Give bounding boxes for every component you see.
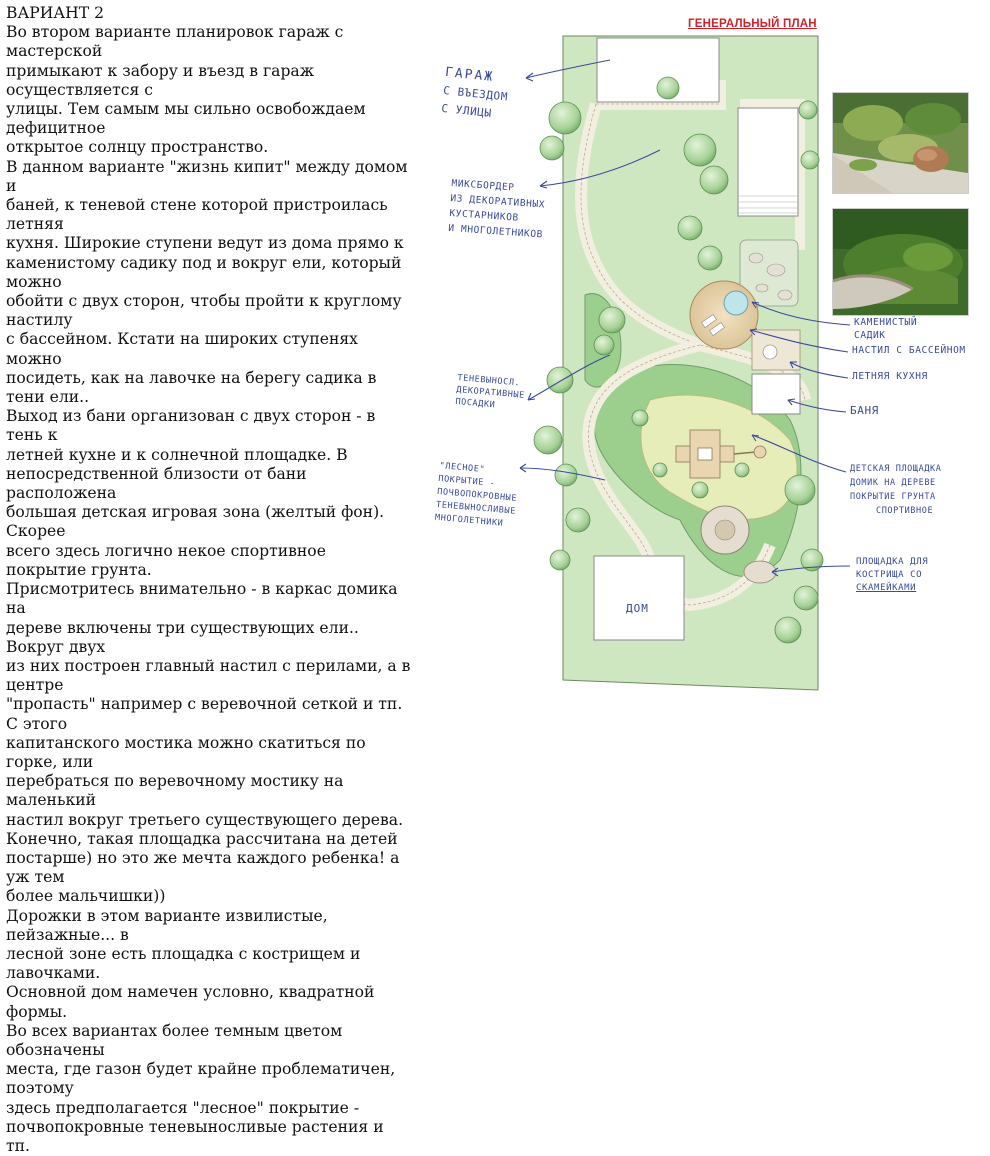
pool xyxy=(724,291,748,315)
description-line: открытое солнцу пространство. xyxy=(6,138,269,157)
description-line: почвопокровные теневыносливые растения и тп. xyxy=(6,1117,384,1155)
description-line: Дорожки в этом варианте извилистые, пейзажные... в xyxy=(6,906,328,944)
photo-conifer-garden xyxy=(832,208,969,316)
description-line: капитанского мостика можно скатиться по горке, или xyxy=(6,733,366,771)
round-deck xyxy=(690,281,758,349)
description-line: посидеть, как на лавочке на берегу садика в тени ели.. xyxy=(6,368,377,407)
description-line: всего здесь логично некое спортивное покрытие грунта. xyxy=(6,541,326,579)
stairs-block xyxy=(738,108,798,216)
description-line: каменистому садику под и вокруг ели, который можно xyxy=(6,253,402,291)
description-line: лесной зоне есть площадка с кострищем и лавочками. xyxy=(6,944,361,983)
note-forest-cover: "ЛЕСНОЕ" ПОКРЫТИЕ - ПОЧВОПОКРОВНЫЕ ТЕНЕВЫНОСЛИВЫЕ МНОГОЛЕТНИКИ xyxy=(434,460,518,529)
note-deck-pool: НАСТИЛ С БАССЕЙНОМ xyxy=(852,345,966,356)
photo-rock-garden xyxy=(832,92,969,194)
description-line: В данном варианте "жизнь кипит" между домом и xyxy=(6,157,408,195)
description-line: примыкают к забору и въезд в гараж осуществляется с xyxy=(6,61,315,99)
house-label: ДОМ xyxy=(626,602,649,615)
description-line: обойти с двух сторон, чтобы пройти к круглому настилу xyxy=(6,292,402,330)
note-mixborder: МИКСБОРДЕР ИЗ ДЕКОРАТИВНЫХ КУСТАРНИКОВ И МНОГОЛЕТНИКОВ xyxy=(447,177,546,241)
description-line: улицы. Тем самым мы сильно освобождаем дефицитное xyxy=(6,100,366,138)
description-line: непосредственной близости от бани расположена xyxy=(6,464,307,503)
variant-heading: ВАРИАНТ 2 xyxy=(6,4,105,22)
bathhouse xyxy=(752,374,800,414)
description-line: дереве включены три существующих ели.. Вокруг двух xyxy=(6,618,359,656)
kitchen-table xyxy=(763,345,777,359)
description-line: Конечно, такая площадка рассчитана на детей xyxy=(6,829,398,848)
plan-title: ГЕНЕРАЛЬНЫЙ ПЛАН xyxy=(688,18,817,30)
note-shade-plantings: ТЕНЕВЫНОСЛ. ДЕКОРАТИВНЫЕ ПОСАДКИ xyxy=(454,372,526,411)
note-firepit: ПЛОЩАДКА ДЛЯ КОСТРИЩА СО СКАМЕЙКАМИ xyxy=(856,557,929,593)
description-line: кухня. Широкие ступени ведут из дома прямо к xyxy=(6,234,404,253)
description-line: перебраться по веревочному мостику на маленький xyxy=(6,772,344,810)
description-line: Во втором варианте планировок гараж с мастерской xyxy=(6,23,344,61)
description-line: постарше) но это же мечта каждого ребенка! а уж тем xyxy=(6,848,400,887)
description-line: "пропасть" например с веревочной сеткой и тп. С этого xyxy=(6,695,403,733)
description-line: места, где газон будет крайне проблематичен, поэтому xyxy=(6,1060,396,1098)
description-line: большая детская игровая зона (желтый фон). Скорее xyxy=(6,503,385,541)
note-summer-kitchen: ЛЕТНЯЯ КУХНЯ xyxy=(852,371,928,382)
description-line: Основной дом намечен условно, квадратной формы. xyxy=(6,983,375,1021)
note-bathhouse: БАНЯ xyxy=(850,404,879,417)
description-line: летней кухне и к солнечной площадке. В xyxy=(6,445,348,464)
main-house xyxy=(594,556,684,640)
description-line: здесь предполагается "лесное" покрытие - xyxy=(6,1098,360,1117)
description-line: Присмотритесь внимательно - в каркас домика на xyxy=(6,580,398,618)
description-line: с бассейном. Кстати на широких ступенях можно xyxy=(6,330,358,368)
description-line: Во всех вариантах более темным цветом обозначены xyxy=(6,1021,343,1059)
note-rock-garden: КАМЕНИСТЫЙ САДИК xyxy=(854,317,918,341)
note-playground: ДЕТСКАЯ ПЛОЩАДКА ДОМИК НА ДЕРЕВЕ ПОКРЫТИЕ ГРУНТА СПОРТИВНОЕ xyxy=(850,464,942,516)
description-line: настил вокруг третьего существующего дерева. xyxy=(6,810,404,829)
description-line: баней, к теневой стене которой пристроилась летняя xyxy=(6,196,388,234)
description-line: Выход из бани организован с двух сторон - в тень к xyxy=(6,407,376,445)
description-line: более мальчишки)) xyxy=(6,887,166,906)
description-line: из них построен главный настил с перилами, а в центре xyxy=(6,656,411,695)
note-garage: ГАРАЖ С ВЪЕЗДОМ С УЛИЦЫ xyxy=(440,64,509,121)
